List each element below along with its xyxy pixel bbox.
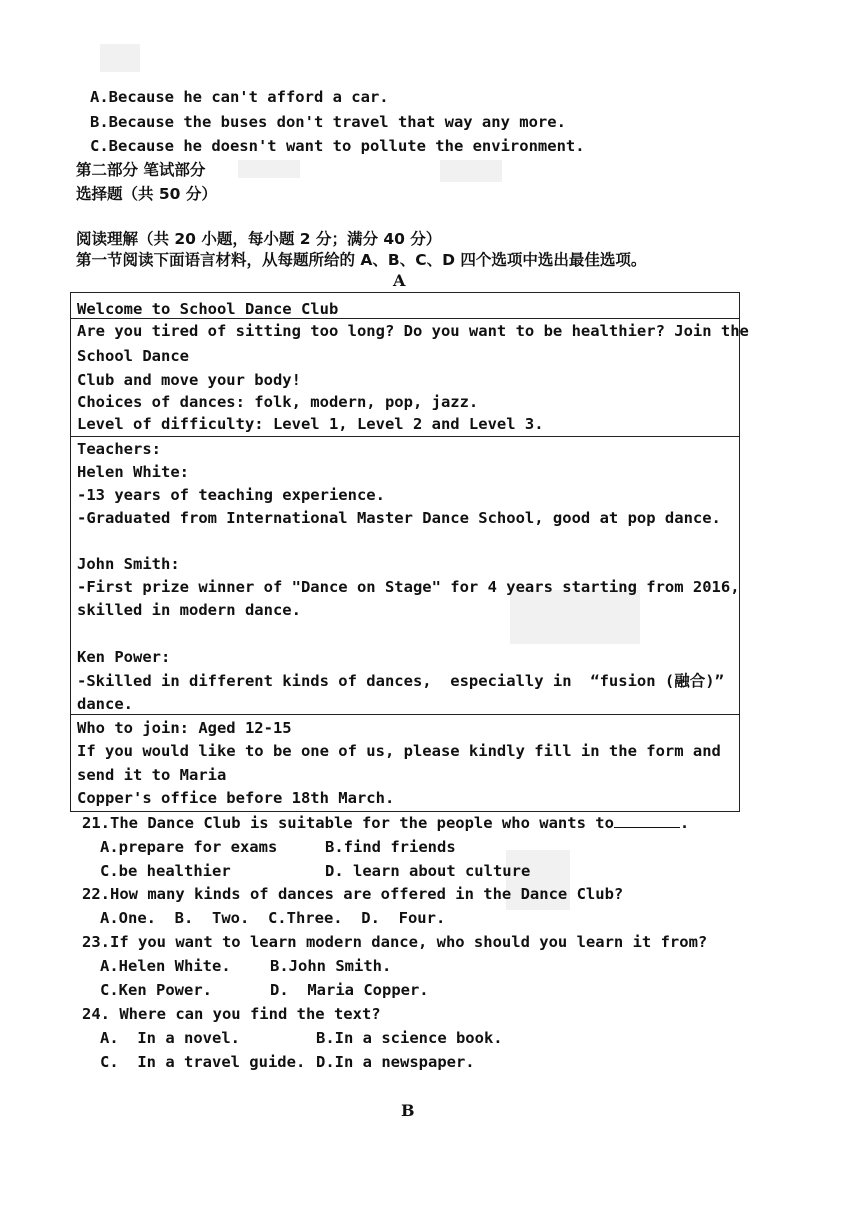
options-22: A.One. B. Two. C.Three. D. Four. — [100, 909, 446, 927]
teacher-helen-detail: -Graduated from International Master Dance School, good at pop dance. — [77, 509, 721, 527]
ad-title: Welcome to School Dance Club — [77, 300, 339, 318]
question-22: 22.How many kinds of dances are offered in the Dance Club? — [82, 885, 624, 903]
teacher-ken-detail: dance. — [77, 695, 133, 713]
option-21d: D. learn about culture — [325, 862, 531, 880]
teacher-helen-detail: -13 years of teaching experience. — [77, 486, 385, 504]
dance-club-ad — [70, 292, 749, 812]
option-23b: B.John Smith. — [270, 957, 392, 975]
option-21c: C.be healthier — [100, 862, 231, 880]
passage-b-marker: B — [401, 1101, 415, 1120]
ad-dance-choices: Choices of dances: folk, modern, pop, jazz. — [77, 393, 479, 411]
teacher-john-name: John Smith: — [77, 555, 180, 573]
scan-smudge — [238, 160, 300, 178]
ad-divider — [70, 436, 740, 437]
answer-blank — [614, 813, 680, 828]
option-23d: D. Maria Copper. — [270, 981, 429, 999]
ad-intro-line: Club and move your body! — [77, 371, 301, 389]
join-instruction: send it to Maria — [77, 766, 227, 784]
teacher-ken-detail: -Skilled in different kinds of dances, especially in “fusion (融合)” — [77, 672, 724, 690]
ad-divider — [70, 714, 740, 715]
option-23a: A.Helen White. — [100, 957, 231, 975]
part2-title: 第二部分 笔试部分 — [76, 161, 206, 179]
ad-difficulty-levels: Level of difficulty: Level 1, Level 2 and Level 3. — [77, 415, 544, 433]
passage-a-marker: A — [393, 271, 406, 290]
reading-title: 阅读理解（共 20 小题，每小题 2 分；满分 40 分） — [76, 230, 442, 248]
option-23c: C.Ken Power. — [100, 981, 212, 999]
question-21 — [82, 813, 689, 833]
teacher-helen-name: Helen White: — [77, 463, 189, 481]
join-instruction: If you would like to be one of us, please kindly fill in the form and — [77, 742, 721, 760]
option-24c: C. In a travel guide. — [100, 1053, 306, 1071]
question-stem: 21.The Dance Club is suitable for the people who wants to — [82, 814, 614, 832]
ad-intro-line: Are you tired of sitting too long? Do you want to be healthier? Join the — [77, 322, 749, 340]
listening-option-c: C.Because he doesn't want to pollute the environment. — [90, 137, 585, 155]
teacher-ken-name: Ken Power: — [77, 648, 171, 666]
option-21a: A.prepare for exams — [100, 838, 278, 856]
option-24b: B.In a science book. — [316, 1029, 503, 1047]
option-21b: B.find friends — [325, 838, 456, 856]
ad-intro-line: School Dance — [77, 347, 189, 365]
section1-instruction: 第一节阅读下面语言材料，从每题所给的 A、B、C、D 四个选项中选出最佳选项。 — [76, 251, 647, 269]
ad-divider — [70, 318, 740, 319]
teacher-john-detail: skilled in modern dance. — [77, 601, 301, 619]
question-stem-end: . — [679, 814, 690, 832]
scan-smudge — [440, 160, 502, 182]
question-23: 23.If you want to learn modern dance, who should you learn it from? — [82, 933, 708, 951]
question-24: 24. Where can you find the text? — [82, 1005, 381, 1023]
teachers-heading: Teachers: — [77, 440, 161, 458]
option-24a: A. In a novel. — [100, 1029, 240, 1047]
listening-option-a: A.Because he can't afford a car. — [90, 88, 389, 106]
teacher-john-detail: -First prize winner of "Dance on Stage" for 4 years starting from 2016, — [77, 578, 740, 596]
choice-title: 选择题（共 50 分） — [76, 185, 217, 203]
join-deadline: Copper's office before 18th March. — [77, 789, 395, 807]
option-24d: D.In a newspaper. — [316, 1053, 475, 1071]
join-age: Who to join: Aged 12-15 — [77, 719, 292, 737]
listening-option-b: B.Because the buses don't travel that way any more. — [90, 113, 566, 131]
scan-smudge — [100, 44, 140, 72]
